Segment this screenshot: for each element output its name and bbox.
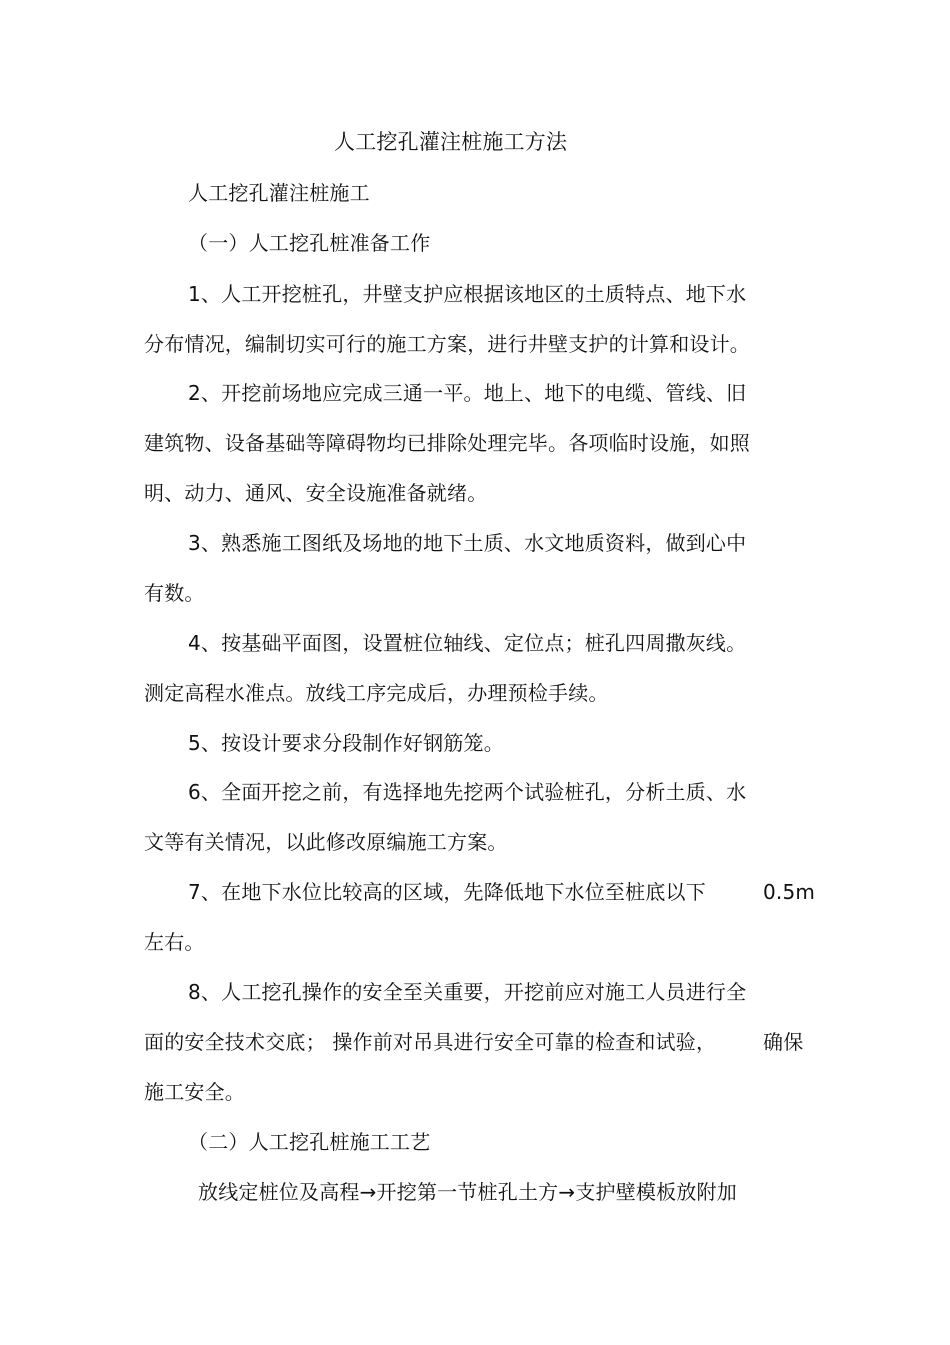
paragraph-line: 7、在地下水位比较高的区域，先降低地下水位至桩底以下 <box>188 880 706 904</box>
paragraph-line-tail: 0.5m <box>763 880 816 904</box>
paragraph-line: 3、熟悉施工图纸及场地的地下土质、水文地质资料，做到心中 <box>188 531 747 555</box>
paragraph-line: 分布情况，编制切实可行的施工方案，进行井壁支护的计算和设计。 <box>144 332 750 356</box>
paragraph-line: 1、人工开挖桩孔，井壁支护应根据该地区的土质特点、地下水 <box>188 282 747 306</box>
paragraph-line: 左右。 <box>144 930 205 954</box>
paragraph-line-tail: 确保 <box>763 1030 804 1054</box>
paragraph-line: 2、开挖前场地应完成三通一平。地上、地下的电缆、管线、旧 <box>188 381 747 405</box>
paragraph-line: 建筑物、设备基础等障碍物均已排除处理完毕。各项临时设施，如照 <box>144 431 750 455</box>
paragraph-line: 有数。 <box>144 581 205 605</box>
paragraph-line: 施工安全。 <box>144 1080 245 1104</box>
paragraph-line: 面的安全技术交底； 操作前对吊具进行安全可靠的检查和试验， <box>144 1030 717 1054</box>
paragraph-line: 4、按基础平面图，设置桩位轴线、定位点；桩孔四周撒灰线。 <box>188 631 747 655</box>
paragraph-line: 8、人工挖孔操作的安全至关重要，开挖前应对施工人员进行全 <box>188 980 747 1004</box>
section-heading-2: （二）人工挖孔桩施工工艺 <box>188 1130 431 1154</box>
document-title: 人工挖孔灌注桩施工方法 <box>334 130 568 154</box>
document-subtitle: 人工挖孔灌注桩施工 <box>188 181 370 205</box>
section-heading-1: （一）人工挖孔桩准备工作 <box>188 231 431 255</box>
paragraph-line: 明、动力、通风、安全设施准备就绪。 <box>144 481 488 505</box>
paragraph-line: 5、按设计要求分段制作好钢筋笼。 <box>188 731 504 755</box>
paragraph-line: 测定高程水准点。放线工序完成后，办理预检手续。 <box>144 681 609 705</box>
process-flow-line: 放线定桩位及高程→开挖第一节桩孔土方→支护壁模板放附加 <box>198 1180 737 1204</box>
paragraph-line: 6、全面开挖之前，有选择地先挖两个试验桩孔，分析土质、水 <box>188 780 747 804</box>
paragraph-line: 文等有关情况，以此修改原编施工方案。 <box>144 830 508 854</box>
